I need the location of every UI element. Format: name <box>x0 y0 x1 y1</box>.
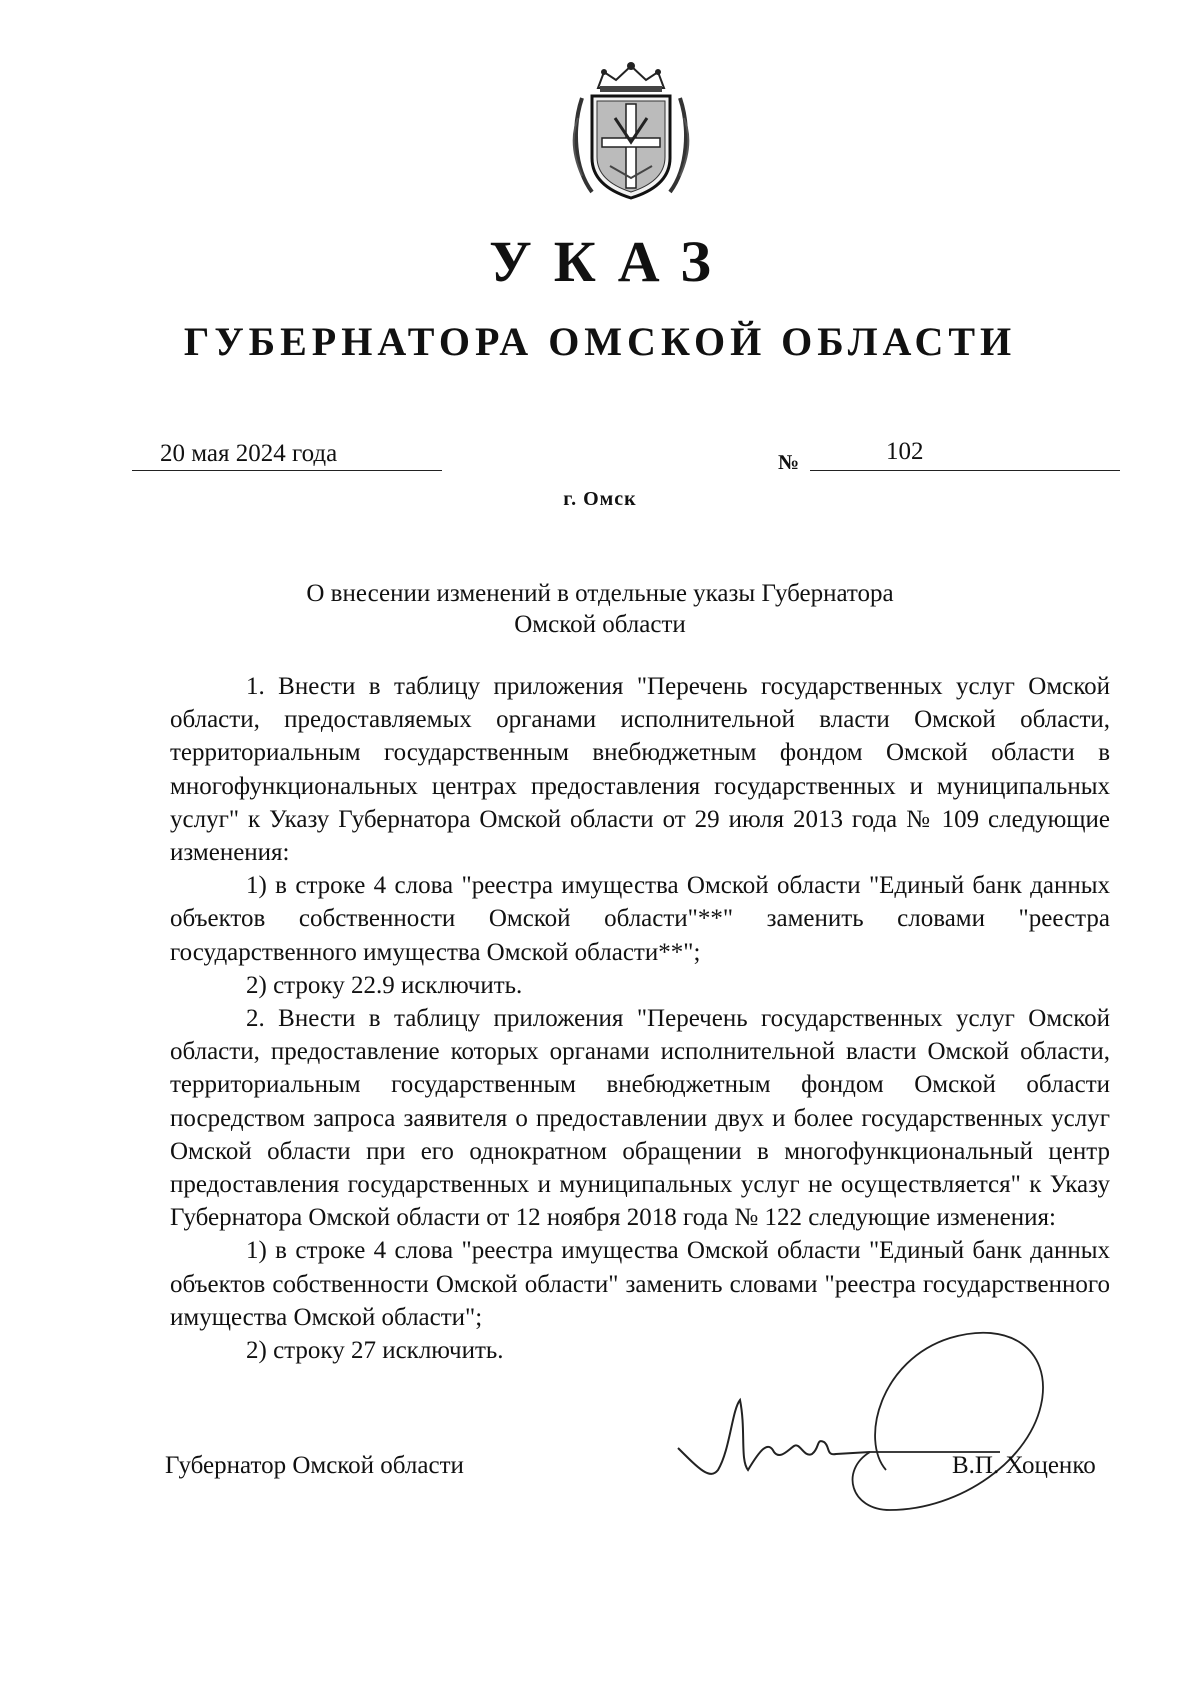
body-paragraph: 1) в строке 4 слова "реестра имущества Омской области "Единый банк данных объектов собственности Омской области" заменить словами "реестра государственного имущества Омской области"; <box>170 1237 1110 1331</box>
handwritten-signature <box>670 1320 1090 1540</box>
coat-of-arms-emblem <box>570 58 692 203</box>
subject-line-2: Омской области <box>514 611 686 638</box>
decree-subject <box>0 578 1200 640</box>
number-underline <box>810 470 1120 471</box>
body-paragraph: 2) строку 27 исключить. <box>246 1337 504 1365</box>
body-paragraph: 1) в строке 4 слова "реестра имущества Омской области "Единый банк данных объектов собственности Омской области"**" заменить словами "реестра государственного имущества Омской области**"; <box>170 872 1110 966</box>
decree-number: 102 <box>886 438 924 465</box>
body-paragraph: 2) строку 22.9 исключить. <box>246 971 523 999</box>
subject-line-1: О внесении изменений в отдельные указы Губернатора <box>306 580 894 607</box>
decree-body <box>170 670 1110 1367</box>
decree-issuer: ГУБЕРНАТОРА ОМСКОЙ ОБЛАСТИ <box>183 319 1017 364</box>
decree-date: 20 мая 2024 года <box>160 440 338 467</box>
signatory-name: В.П. Хоценко <box>952 1452 1096 1479</box>
city-label: г. Омск <box>563 488 637 510</box>
signatory-position: Губернатор Омской области <box>165 1452 464 1479</box>
number-sign: № <box>778 450 800 474</box>
body-paragraph: 1. Внести в таблицу приложения "Перечень государственных услуг Омской области, предоставляемых органами исполнительной власти Омской области, территориальным государственным внебюджетным фондом Омской области в многофункциональных центрах предоставления государственных и муниципальных услуг" к Указу Губернатора Омской области от 29 июля 2013 года № 109 следующие изменения: <box>170 673 1110 867</box>
decree-title: УКАЗ <box>489 229 733 294</box>
body-paragraph: 2. Внести в таблицу приложения "Перечень государственных услуг Омской области, предоставление которых органами исполнительной власти Омской области, территориальным государственным внебюджетным фондом Омской области посредством запроса заявителя о предоставлении двух и более государственных услуг Омской области при его однократном обращении в многофункциональный центр предоставления государственных и муниципальных услуг не осуществляется" к Указу Губернатора Омской области от 12 ноября 2018 года № 122 следующие изменения: <box>170 1005 1110 1232</box>
date-underline <box>132 470 442 471</box>
